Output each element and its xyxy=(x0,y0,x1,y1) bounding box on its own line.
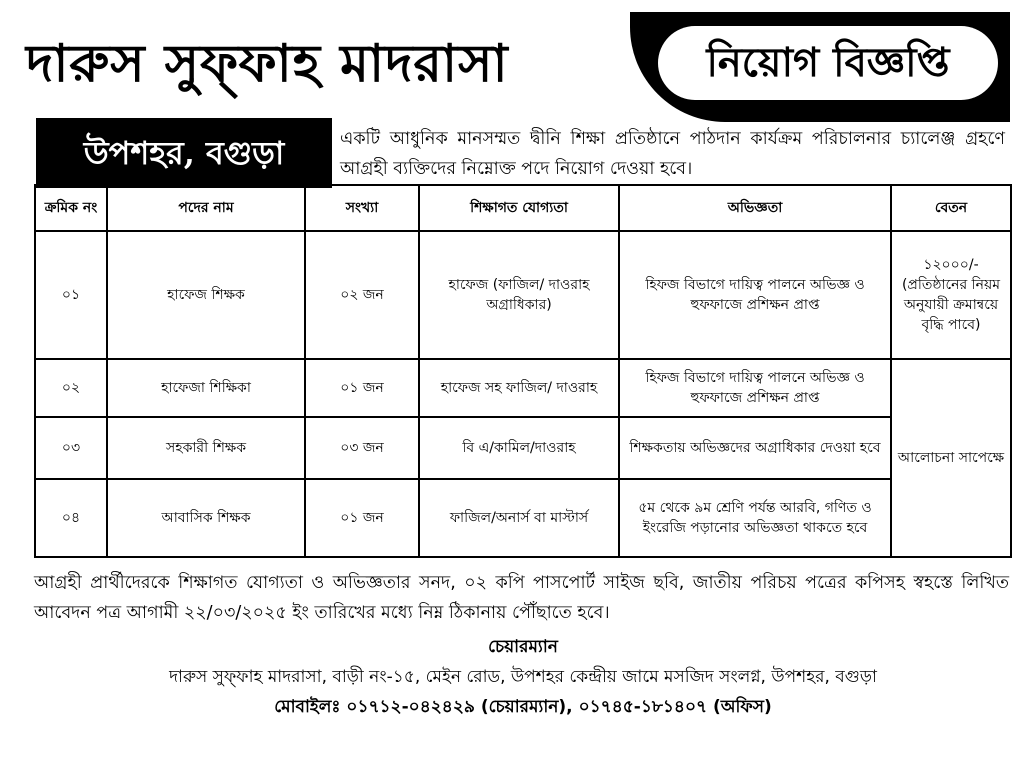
chairman-label: চেয়ারম্যান xyxy=(488,637,558,657)
job-notice xyxy=(18,12,1010,732)
cell-post: আবাসিক শিক্ষক xyxy=(107,479,305,557)
cell-post: হাফেজ শিক্ষক xyxy=(107,231,305,359)
cell-experience: হিফজ বিভাগে দায়িত্ব পালনে অভিজ্ঞ ও হুফফাজে প্রশিক্ষন প্রাপ্ত xyxy=(619,359,891,417)
header-experience: অভিজ্ঞতা xyxy=(619,185,891,231)
cell-post: সহকারী শিক্ষক xyxy=(107,417,305,479)
header-count: সংখ্যা xyxy=(305,185,419,231)
cell-salary-shared: আলোচনা সাপেক্ষে xyxy=(891,359,1011,557)
cell-count: ০৩ জন xyxy=(305,417,419,479)
vacancy-table xyxy=(34,184,1012,558)
notice-label: নিয়োগ বিজ্ঞপ্তি xyxy=(658,26,998,100)
intro-text: একটি আধুনিক মানসম্মত দ্বীনি শিক্ষা প্রতিষ্ঠানে পাঠদান কার্যক্রম পরিচালনার চ্যালেঞ্জ গ্রহণে আগ্রহী ব্যক্তিদের নিম্নোক্ত পদে নিয়োগ দেওয়া হবে। xyxy=(340,129,1005,179)
mobile-contact: মোবাইলঃ ০১৭১২-০৪২৪২৯ (চেয়ারম্যান), ০১৭৪৫-১৮১৪০৭ (অফিস) xyxy=(274,697,772,717)
cell-serial: ০৩ xyxy=(35,417,107,479)
table-row xyxy=(35,359,1011,417)
cell-count: ০১ জন xyxy=(305,479,419,557)
cell-qualification: হাফেজ (ফাজিল/ দাওরাহ অগ্রাধিকার) xyxy=(419,231,619,359)
cell-qualification: হাফেজ সহ ফাজিল/ দাওরাহ xyxy=(419,359,619,417)
cell-qualification: ফাজিল/অনার্স বা মাস্টার্স xyxy=(419,479,619,557)
cell-experience: হিফজ বিভাগে দায়িত্ব পালনে অভিজ্ঞ ও হুফফাজে প্রশিক্ষন প্রাপ্ত xyxy=(619,231,891,359)
table-row xyxy=(35,417,1011,479)
cell-qualification: বি এ/কামিল/দাওরাহ xyxy=(419,417,619,479)
cell-salary: ১২০০০/- (প্রতিষ্ঠানের নিয়ম অনুযায়ী ক্রমান্বয়ে বৃদ্ধি পাবে) xyxy=(891,231,1011,359)
cell-serial: ০৪ xyxy=(35,479,107,557)
address-text: দারুস সুফ্‌ফাহ মাদরাসা, বাড়ী নং-১৫, মেইন রোড, উপশহর কেন্দ্রীয় জামে মসজিদ সংলগ্ন, উপশহর, বগুড়া xyxy=(169,667,877,687)
header-salary: বেতন xyxy=(891,185,1011,231)
cell-experience: শিক্ষকতায় অভিজ্ঞদের অগ্রাধিকার দেওয়া হবে xyxy=(619,417,891,479)
location-label: উপশহর, বগুড়া xyxy=(36,118,332,188)
cell-serial: ০১ xyxy=(35,231,107,359)
organization-name: দারুস সুফ্‌ফাহ মাদরাসা xyxy=(26,33,509,94)
table-row xyxy=(35,231,1011,359)
cell-count: ০২ জন xyxy=(305,231,419,359)
cell-experience: ৫ম থেকে ৯ম শ্রেণি পর্যন্ত আরবি, গণিত ও ইংরেজি পড়ানোর অভিজ্ঞতা থাকতে হবে xyxy=(619,479,891,557)
header-serial: ক্রমিক নং xyxy=(35,185,107,231)
application-instructions: আগ্রহী প্রার্থীদেরকে শিক্ষাগত যোগ্যতা ও অভিজ্ঞতার সনদ, ০২ কপি পাসপোর্ট সাইজ ছবি, জাতীয় পরিচয় পত্রের কপিসহ স্বহস্তে লিখিত আবেদন পত্র আগামী ২২/০৩/২০২৫ ইং তারিখের মধ্যে নিম্ন ঠিকানায় পৌঁছাতে হবে। xyxy=(34,573,1009,623)
table-header-row xyxy=(35,185,1011,231)
table-row xyxy=(35,479,1011,557)
header-qualification: শিক্ষাগত যোগ্যতা xyxy=(419,185,619,231)
header-post: পদের নাম xyxy=(107,185,305,231)
cell-serial: ০২ xyxy=(35,359,107,417)
cell-count: ০১ জন xyxy=(305,359,419,417)
cell-post: হাফেজা শিক্ষিকা xyxy=(107,359,305,417)
